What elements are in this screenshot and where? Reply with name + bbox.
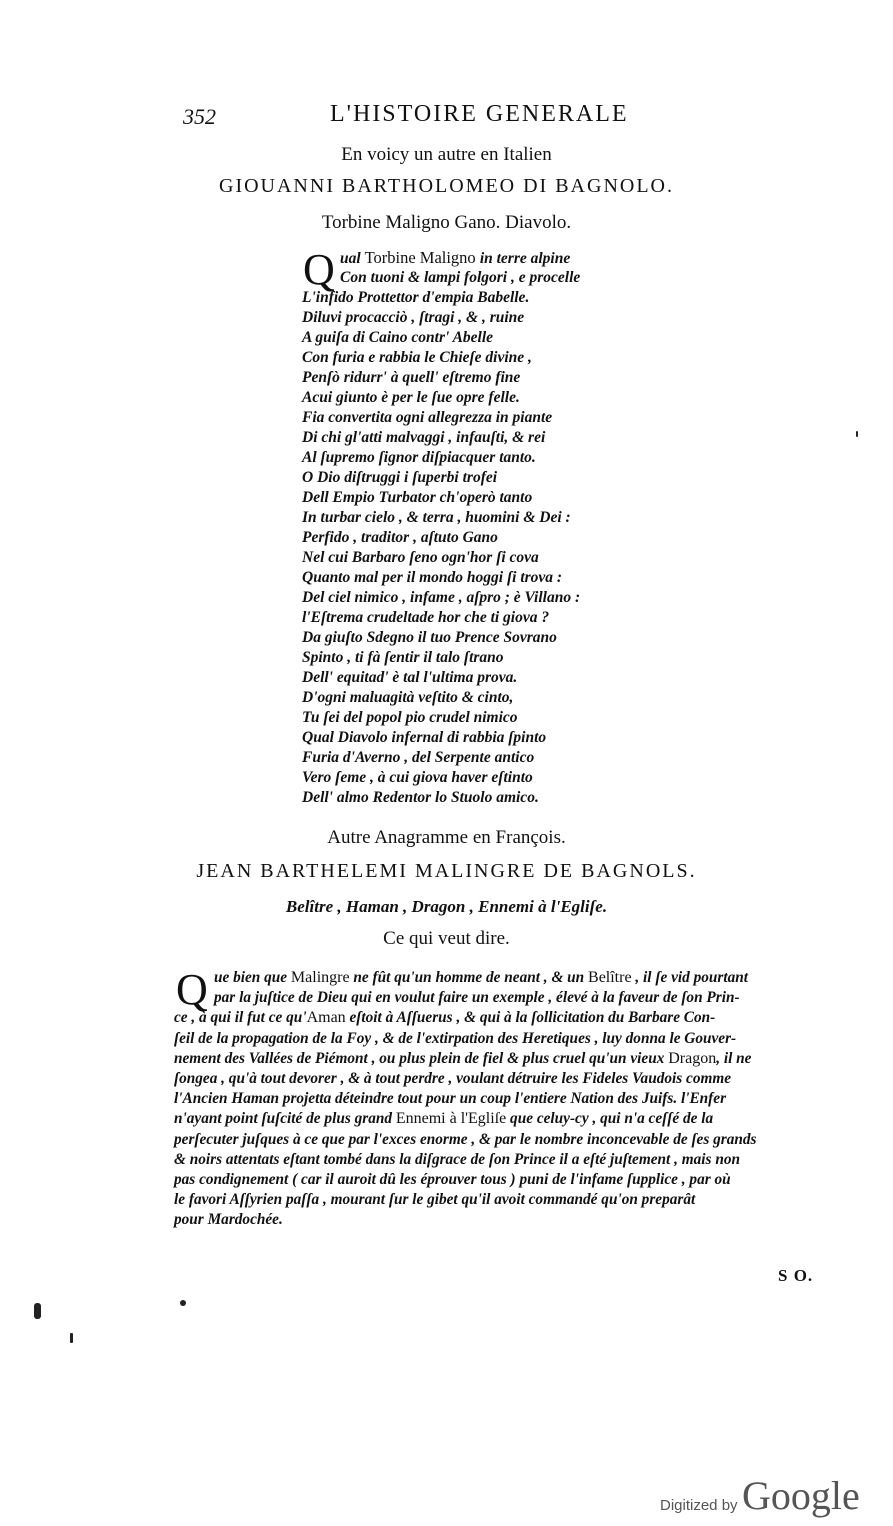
poem-line: Acui giunto è per le ſue opre felle.: [302, 389, 520, 406]
prose-line: pas condignement ( car il auroit dû les éprouver tous ) puni de l'infame ſupplice , par où: [174, 1170, 731, 1188]
poem-line: Quanto mal per il mondo hoggi ſi trova :: [302, 569, 563, 586]
poem-line: Tu ſei del popol pio crudel nimico: [302, 709, 518, 726]
prose-line: perſecuter juſques à ce que par l'exces enorme , & par le nombre inconcevable de ſes grands: [174, 1130, 757, 1148]
poem-line: Penſò ridurr' à quell' eſtremo fine: [302, 369, 521, 386]
prose-line: ſongea , qu'à tout devorer , & à tout perdre , voulant détruire les Fideles Vaudois comme: [174, 1069, 732, 1087]
poem-line: Al ſupremo ſignor diſpiacquer tanto.: [302, 449, 536, 466]
intro-french: Autre Anagramme en François.: [327, 827, 566, 848]
prose-line: pour Mardochée.: [174, 1211, 283, 1229]
anagram-italian: Torbine Maligno Gano. Diavolo.: [321, 212, 572, 233]
prose-part: n'ayant point ſuſcité de plus grand: [174, 1110, 396, 1128]
prose-roman: Malingre: [290, 969, 350, 986]
ink-speck: [856, 431, 858, 437]
google-logo: Google: [742, 1473, 860, 1518]
prose-roman: Ennemi à l'Egliſe: [395, 1110, 507, 1128]
prose-roman: Belître: [588, 969, 632, 986]
running-head: L'HISTOIRE GENERALE: [330, 101, 629, 127]
poem-line: Da giuſto Sdegno il tuo Prence Sovrano: [302, 629, 557, 646]
poem-line: A guiſa di Caino contr' Abelle: [302, 329, 494, 346]
poem-line: Dell Empio Turbator ch'operò tanto: [302, 489, 533, 506]
prose-line: [174, 1109, 826, 1129]
prose-part: ce , à qui il fut ce qu': [174, 1009, 307, 1027]
prose-part: , il ne: [716, 1049, 752, 1067]
poem-line: Qual Diavolo infernal di rabbia ſpinto: [302, 729, 547, 746]
poem-line: Diluvi procacciò , ſtragi , & , ruine: [302, 309, 525, 326]
digitized-label: Digitized by: [660, 1497, 738, 1514]
poem-line: O Dio diſtruggi i ſuperbi trofei: [302, 469, 498, 486]
poem-dropcap: Q: [303, 245, 335, 294]
poem-line: Spinto , ti fà ſentir il talo ſtrano: [302, 649, 504, 666]
prose-roman: Dragon: [668, 1049, 717, 1067]
prose-line-first: [174, 968, 826, 988]
prose-part: , il ſe vid pourtant: [631, 969, 748, 986]
prose-part: nement des Vallées de Piémont , ou plus plein de fiel & plus cruel qu'un vieux: [174, 1049, 669, 1067]
poem-line-first-part: ual: [340, 250, 365, 267]
prose-line: par la juſtice de Dieu qui en voulut faire un exemple , élevé à la faveur de ſon Prin-: [214, 989, 740, 1007]
prose-line: le favori Aſſyrien paſſa , mourant ſur le gibet qu'il avoit commandé qu'on preparât: [174, 1191, 696, 1209]
poem-line: D'ogni maluagità veſtito & cinto,: [302, 689, 514, 706]
poem-line: In turbar cielo , & terra , huomini & Dei :: [302, 509, 571, 526]
poem-line: Con furia e rabbia le Chieſe divine ,: [302, 349, 532, 366]
poem-line: Furia d'Averno , del Serpente antico: [302, 749, 535, 766]
poem-line-first-part: in terre alpine: [479, 250, 571, 267]
catchword: S O.: [778, 1266, 814, 1285]
prose-dropcap: Q: [176, 965, 208, 1014]
ink-speck: [70, 1333, 73, 1343]
poem-line: Vero ſeme , à cui giova haver eſtinto: [302, 769, 533, 786]
poem-line: Dell' equitad' è tal l'ultima prova.: [302, 669, 518, 686]
poem-line-first-roman: Torbine Maligno: [364, 248, 480, 267]
prose-part: que celuy-cy , qui n'a ceſſé de la: [506, 1110, 714, 1128]
prose-line: [174, 1049, 826, 1069]
poem-line-first: [302, 248, 632, 268]
poem-line: Di chi gl'atti malvaggi , infauſti, & rei: [302, 429, 546, 446]
page-number: 352: [183, 104, 216, 129]
italian-poem: [302, 245, 632, 808]
poem-line: Perfido , traditor , aſtuto Gano: [302, 529, 498, 546]
name-french: JEAN BARTHELEMI MALINGRE DE BAGNOLS.: [196, 860, 697, 882]
ink-speck: [180, 1300, 186, 1306]
poem-line: L'infido Prottettor d'empia Babelle.: [302, 289, 530, 306]
poem-line: Dell' almo Redentor lo Stuolo amico.: [302, 789, 539, 806]
prose-line: & noirs attentats eſtant tombé dans la diſgrace de ſon Prince il a eſté juſtement , mais non: [174, 1150, 740, 1168]
prose-part: ne fût qu'un homme de neant , & un: [349, 969, 589, 986]
french-prose: [174, 965, 826, 1230]
explanation-heading: Ce qui veut dire.: [383, 928, 510, 949]
prose-part: ue bien que: [214, 969, 291, 986]
poem-line: l'Eſtrema crudeltade hor che ti giova ?: [302, 609, 550, 626]
prose-line: ſeil de la propagation de la Foy , & de l'extirpation des Heretiques , luy donna le Gouver-: [174, 1029, 737, 1047]
poem-line: Fia convertita ogni allegrezza in piante: [302, 409, 553, 426]
name-italian: GIOUANNI BARTHOLOMEO DI BAGNOLO.: [219, 175, 674, 197]
prose-line: l'Ancien Haman projetta déteindre tout pour un coup l'entiere Nation des Juifs. l'Enfer: [174, 1090, 727, 1108]
intro-italian: En voicy un autre en Italien: [341, 144, 552, 165]
poem-line: Nel cui Barbaro ſeno ogn'hor ſi cova: [302, 549, 539, 566]
prose-part: eſtoit à Aſſuerus , & qui à la ſollicitation du Barbare Con-: [345, 1009, 716, 1027]
poem-line: Con tuoni & lampi folgori , e procelle: [340, 269, 581, 286]
prose-line: [174, 1008, 826, 1028]
ink-speck: [34, 1303, 41, 1319]
prose-roman: Aman: [306, 1009, 346, 1027]
poem-line: Del ciel nimico , infame , aſpro ; è Villano :: [302, 589, 581, 606]
anagram-french: Belître , Haman , Dragon , Ennemi à l'Egliſe.: [285, 897, 608, 916]
